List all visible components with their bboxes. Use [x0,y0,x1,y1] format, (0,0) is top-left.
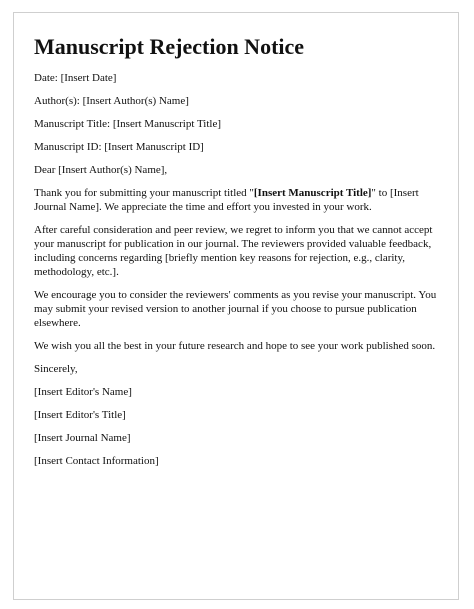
paragraph-encouragement: We encourage you to consider the reviewers' comments as you revise your manuscript. You may submit your revised version to another journal if you choose to pursue publication elsewhere. [34,289,437,329]
paragraph-well-wishes: We wish you all the best in your future research and hope to see your work published soon. [34,340,436,352]
paragraph-thank-you-start: Thank you for submitting your manuscript titled " [34,187,254,199]
paragraph-decision: After careful consideration and peer review, we regret to inform you that we cannot accept your manuscript for publication in our journal. The reviewers provided valuable feedback, including concerns regarding [briefly mention key reasons for rejection, e.g., clarity, methodology, etc.]. [34,224,433,278]
date-line: Date: [Insert Date] [34,72,117,84]
authors-line: Author(s): [Insert Author(s) Name] [34,95,189,107]
manuscript-title-bold: [Insert Manuscript Title] [253,187,372,199]
greeting: Dear [Insert Author(s) Name], [34,164,168,176]
editor-name: [Insert Editor's Name] [34,386,132,398]
letter-page [13,12,459,600]
editor-title: [Insert Editor's Title] [34,409,126,421]
manuscript-id-line: Manuscript ID: [Insert Manuscript ID] [34,141,204,153]
contact-information: [Insert Contact Information] [34,455,159,467]
manuscript-title-line: Manuscript Title: [Insert Manuscript Title] [34,118,221,130]
paragraph-thank-you [34,186,438,214]
journal-name: [Insert Journal Name] [34,432,131,444]
paragraph-thank-you-end: " to [Insert Journal Name]. We appreciate the time and effort you invested in your work. [34,187,419,213]
closing: Sincerely, [34,363,78,375]
letter-title: Manuscript Rejection Notice [34,34,305,59]
